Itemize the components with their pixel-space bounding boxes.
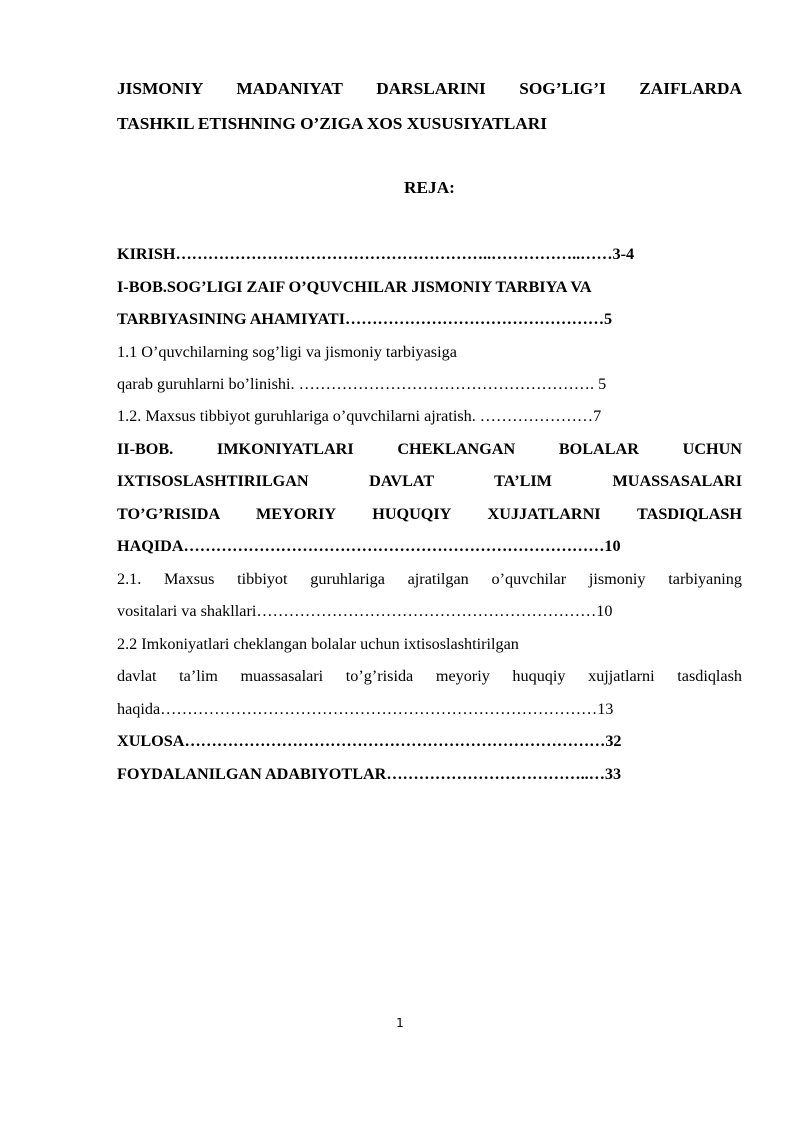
toc-entry-chapter-2-title-cont-2: TO’G’RISIDA MEYORIY HUQUQIY XUJJATLARNI TASDIQLASH [117,505,742,523]
toc-entry-chapter-2-title-cont-3: HAQIDA……………………………………………………………………10 [117,537,621,555]
toc-entry-section-2-2: 2.2 Imkoniyatlari cheklangan bolalar uchun ixtisoslashtirilgan [117,635,519,653]
page-number: 1 [396,1016,404,1030]
toc-entry-section-1-2: 1.2. Maxsus tibbiyot guruhlariga o’quvchilarni ajratish. …………………7 [117,407,602,425]
toc-entry-section-1-1-cont: qarab guruhlarni bo’linishi. ………………………………………………. 5 [117,375,607,393]
toc-entry-section-2-2-cont-1: davlat ta’lim muassasalari to’g’risida meyoriy huquqiy xujjatlarni tasdiqlash [117,667,742,685]
toc-entry-conclusion: XULOSA……………………………………………………………………32 [117,732,622,750]
toc-entry-chapter-2-title: II-BOB. IMKONIYATLARI CHEKLANGAN BOLALAR UCHUN [117,440,742,458]
toc-entry-chapter-1-title: I-BOB.SOG’LIGI ZAIF O’QUVCHILAR JISMONIY TARBIYA VA [117,278,592,296]
toc-entry-section-1-1: 1.1 O’quvchilarning sog’ligi va jismoniy tarbiyasiga [117,343,457,361]
plan-heading: REJA: [404,178,455,197]
document-title-line-2: TASHKIL ETISHNING O’ZIGA XOS XUSUSIYATLARI [117,114,547,133]
toc-entry-chapter-2-title-cont-1: IXTISOSLASHTIRILGAN DAVLAT TA’LIM MUASSASALARI [117,472,742,490]
toc-entry-introduction: KIRISH…………………………………………………..……………..……3-4 [117,245,635,263]
toc-entry-references: FOYDALANILGAN ADABIYOTLAR………………………………..…33 [117,765,622,783]
toc-entry-section-2-1: 2.1. Maxsus tibbiyot guruhlariga ajratilgan o’quvchilar jismoniy tarbiyaning [117,570,742,588]
toc-entry-section-2-1-cont: vositalari va shakllari………………………………………………………10 [117,602,613,620]
toc-entry-chapter-1-title-cont: TARBIYASINING AHAMIYATI…………………………………………5 [117,310,613,328]
document-title-line-1: JISMONIY MADANIYAT DARSLARINI SOG’LIG’I ZAIFLARDA [117,79,742,98]
toc-entry-section-2-2-cont-2: haqida………………………………………………………………………13 [117,700,614,718]
